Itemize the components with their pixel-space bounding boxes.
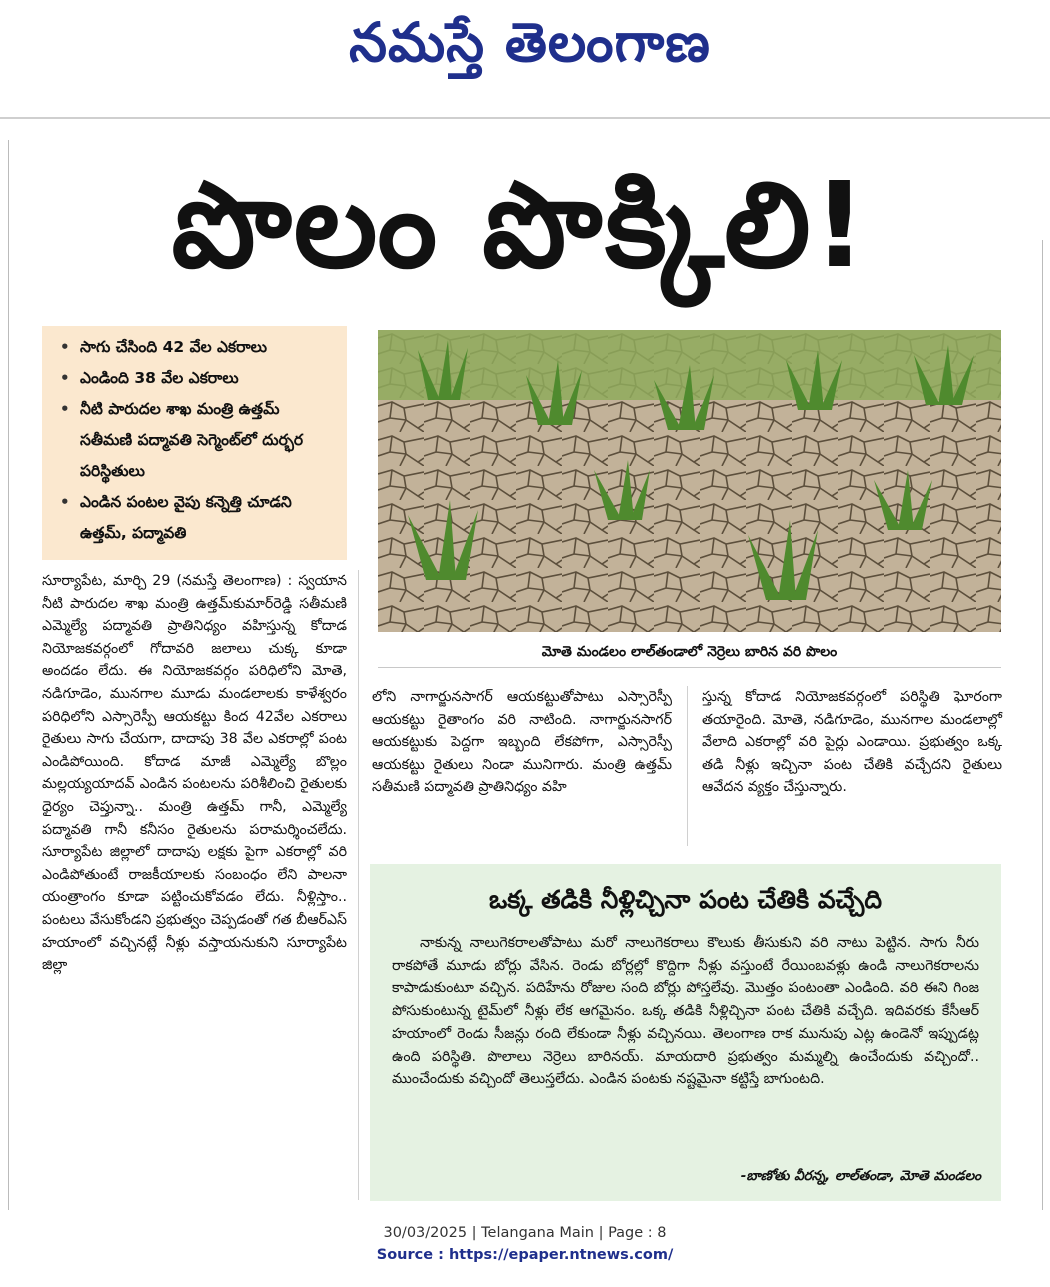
highlight-item: • సాగు చేసింది 42 వేల ఎకరాలు <box>58 332 337 363</box>
column-divider <box>687 686 688 846</box>
article-column-2 <box>372 686 672 846</box>
highlights-box <box>42 326 347 560</box>
page-footer <box>0 1222 1050 1272</box>
farmer-quote-box <box>370 864 1001 1201</box>
left-page-edge <box>0 140 9 1210</box>
quote-signature: -బాణోతు వీరన్న, లాల్‌తండా, మోతె మండలం <box>740 1168 981 1184</box>
edition-info: 30/03/2025 | Telangana Main | Page : 8 <box>383 1225 667 1241</box>
bullet-icon: • <box>60 400 70 418</box>
bullet-icon: • <box>60 369 70 387</box>
article-column-1 <box>42 570 347 1200</box>
highlight-item: • ఎండిన పంటల వైపు కన్నెత్తి చూడని ఉత్తమ్, పద్మావతి <box>58 487 337 549</box>
source-link[interactable]: Source : https://epaper.ntnews.com/ <box>376 1247 674 1263</box>
newspaper-logo: నమస్తే తెలంగాణ <box>349 11 711 74</box>
masthead <box>0 0 1050 118</box>
quote-title: ఒక్క తడికి నీళ్లిచ్చినా పంట చేతికి వచ్చేది <box>489 885 882 914</box>
photo-caption: మోతె మండలం లాల్‌తండాలో నెర్రెలు బారిన వరి పొలం <box>378 637 1001 668</box>
quote-body: నాకున్న నాలుగెకరాలతోపాటు మరో నాలుగెకరాలు కౌలుకు తీసుకుని వరి నాటు పెట్టిన. సాగు నీరు రాకపోతే మూడు బోర్లు వేసిన. రెండు బోర్లల్లో కొద్దిగా నీళ్లు వస్తుంటే రేయింబవళ్లు ఉండి నాలుగెకరాలను కాపాడుకుంటూ వచ్చిన. పదిహేను రోజుల సంది బోర్లు పోస్తలేవు. మొత్తం పంటంతా ఎండింది. వరి ఈని గింజ పోసుకుంటున్న టైమ్‌లో నీళ్లు లేక ఆగమైనం. ఒక్క తడికి నీళ్లిచ్చినా పంట చేతికి వచ్చేది. ఇదివరకు కేసీఆర్ హయాంలో రెండు సీజన్లు రంది లేకుండా నీళ్లు వచ్చినయి. తెలంగాణ రాక మునుపు ఎట్ల ఉండెనో ఇప్పుడట్ల ఉంది పరిస్థితి. పొలాలు నెర్రెలు బారినయ్. మాయదారి ప్రభుత్వం మమ్మల్ని ఉంచేందుకు వచ్చిందో.. ముంచేందుకు వచ్చిందో తెలుస్తలేదు. ఎండిన పంటకు నష్టమైనా కట్టిస్తే బాగుంటది. <box>392 935 979 1088</box>
highlight-item: • ఎండింది 38 వేల ఎకరాలు <box>58 363 337 394</box>
article-text: స్తున్న కోదాడ నియోజకవర్గంలో పరిస్థితి ఘోరంగా తయారైంది. మోతె, నడిగూడెం, మునగాల మండలాల్లో వేలాది ఎకరాల్లో వరి పైర్లు ఎండాయి. ప్రభుత్వం ఒక్క తడి నీళ్లు ఇచ్చినా పంట చేతికి వచ్చేదని రైతులు ఆవేదన వ్యక్తం చేస్తున్నారు. <box>702 689 1002 796</box>
highlight-item: • నీటి పారుదల శాఖ మంత్రి ఉత్తమ్ సతీమణి పద్మావతి సెగ్మెంట్‌లో దుర్భర పరిస్థితులు <box>58 394 337 487</box>
bullet-icon: • <box>60 493 70 511</box>
article-column-3 <box>702 686 1002 846</box>
article-text: లోని నాగార్జునసాగర్ ఆయకట్టుతోపాటు ఎస్సారెస్పీ ఆయకట్టు రైతాంగం వరి నాటింది. నాగార్జునసాగర్ ఆయకట్టుకు పెద్దగా ఇబ్బంది లేకపోగా, ఎస్సారెస్పీ ఆయకట్టు రైతులు నిండా మునిగారు. మంత్రి ఉత్తమ్ సతీమణి పద్మావతి ప్రాతినిధ్యం వహి <box>372 689 672 796</box>
cracked-field-illustration <box>378 330 1001 632</box>
masthead-divider <box>0 117 1050 119</box>
column-divider <box>358 570 359 1200</box>
right-page-edge <box>1042 240 1050 1210</box>
dry-field-photo <box>378 330 1001 632</box>
bullet-icon: • <box>60 338 70 356</box>
headline: పొలం పొక్కిలి! <box>171 156 869 294</box>
article-text: సూర్యాపేట, మార్చి 29 (నమస్తే తెలంగాణ) : స్వయాన నీటి పారుదల శాఖ మంత్రి ఉత్తమ్‌కుమార్‌రెడ్డి సతీమణి ఎమ్మెల్యే పద్మావతి ప్రాతినిధ్యం వహిస్తున్న కోదాడ నియోజకవర్గంలో గోదావరి జలాలు చుక్క కూడా అందడం లేదు. ఈ నియోజకవర్గం పరిధిలోని మోతె, నడిగూడెం, మునగాల మూడు మండలాలకు కాళేశ్వరం పరిధిలోని ఎస్సారెస్పీ ఆయకట్టు కింద 42వేల ఎకరాలు రైతులు సాగు చేయగా, దాదాపు 38 వేల ఎకరాల్లో పంట ఎండిపోయింది. కోదాడ మాజీ ఎమ్మెల్యే బొల్లం మల్లయ్యయాదవ్ ఎండిన పంటలను పరిశీలించి రైతులకు ధైర్యం చెప్తున్నా.. మంత్రి ఉత్తమ్ గానీ, ఎమ్మెల్యే పద్మావతి గానీ కనీసం రైతులను పరామర్శించలేదు. సూర్యాపేట జిల్లాలో దాదాపు లక్షకు పైగా ఎకరాల్లో వరి ఎండిపోతుంటే రాజకీయాలకు సంబంధం లేని పాలనా యంత్రాంగం కూడా పట్టించుకోవడం లేదు. నీళ్లిస్తాం.. పంటలు వేసుకోండని ప్రభుత్వం చెప్పడంతో గత బీఆర్‌ఎస్ హయాంలో వచ్చినట్లే నీళ్లు వస్తాయనుకుని సూర్యాపేట జిల్లా <box>42 573 347 974</box>
